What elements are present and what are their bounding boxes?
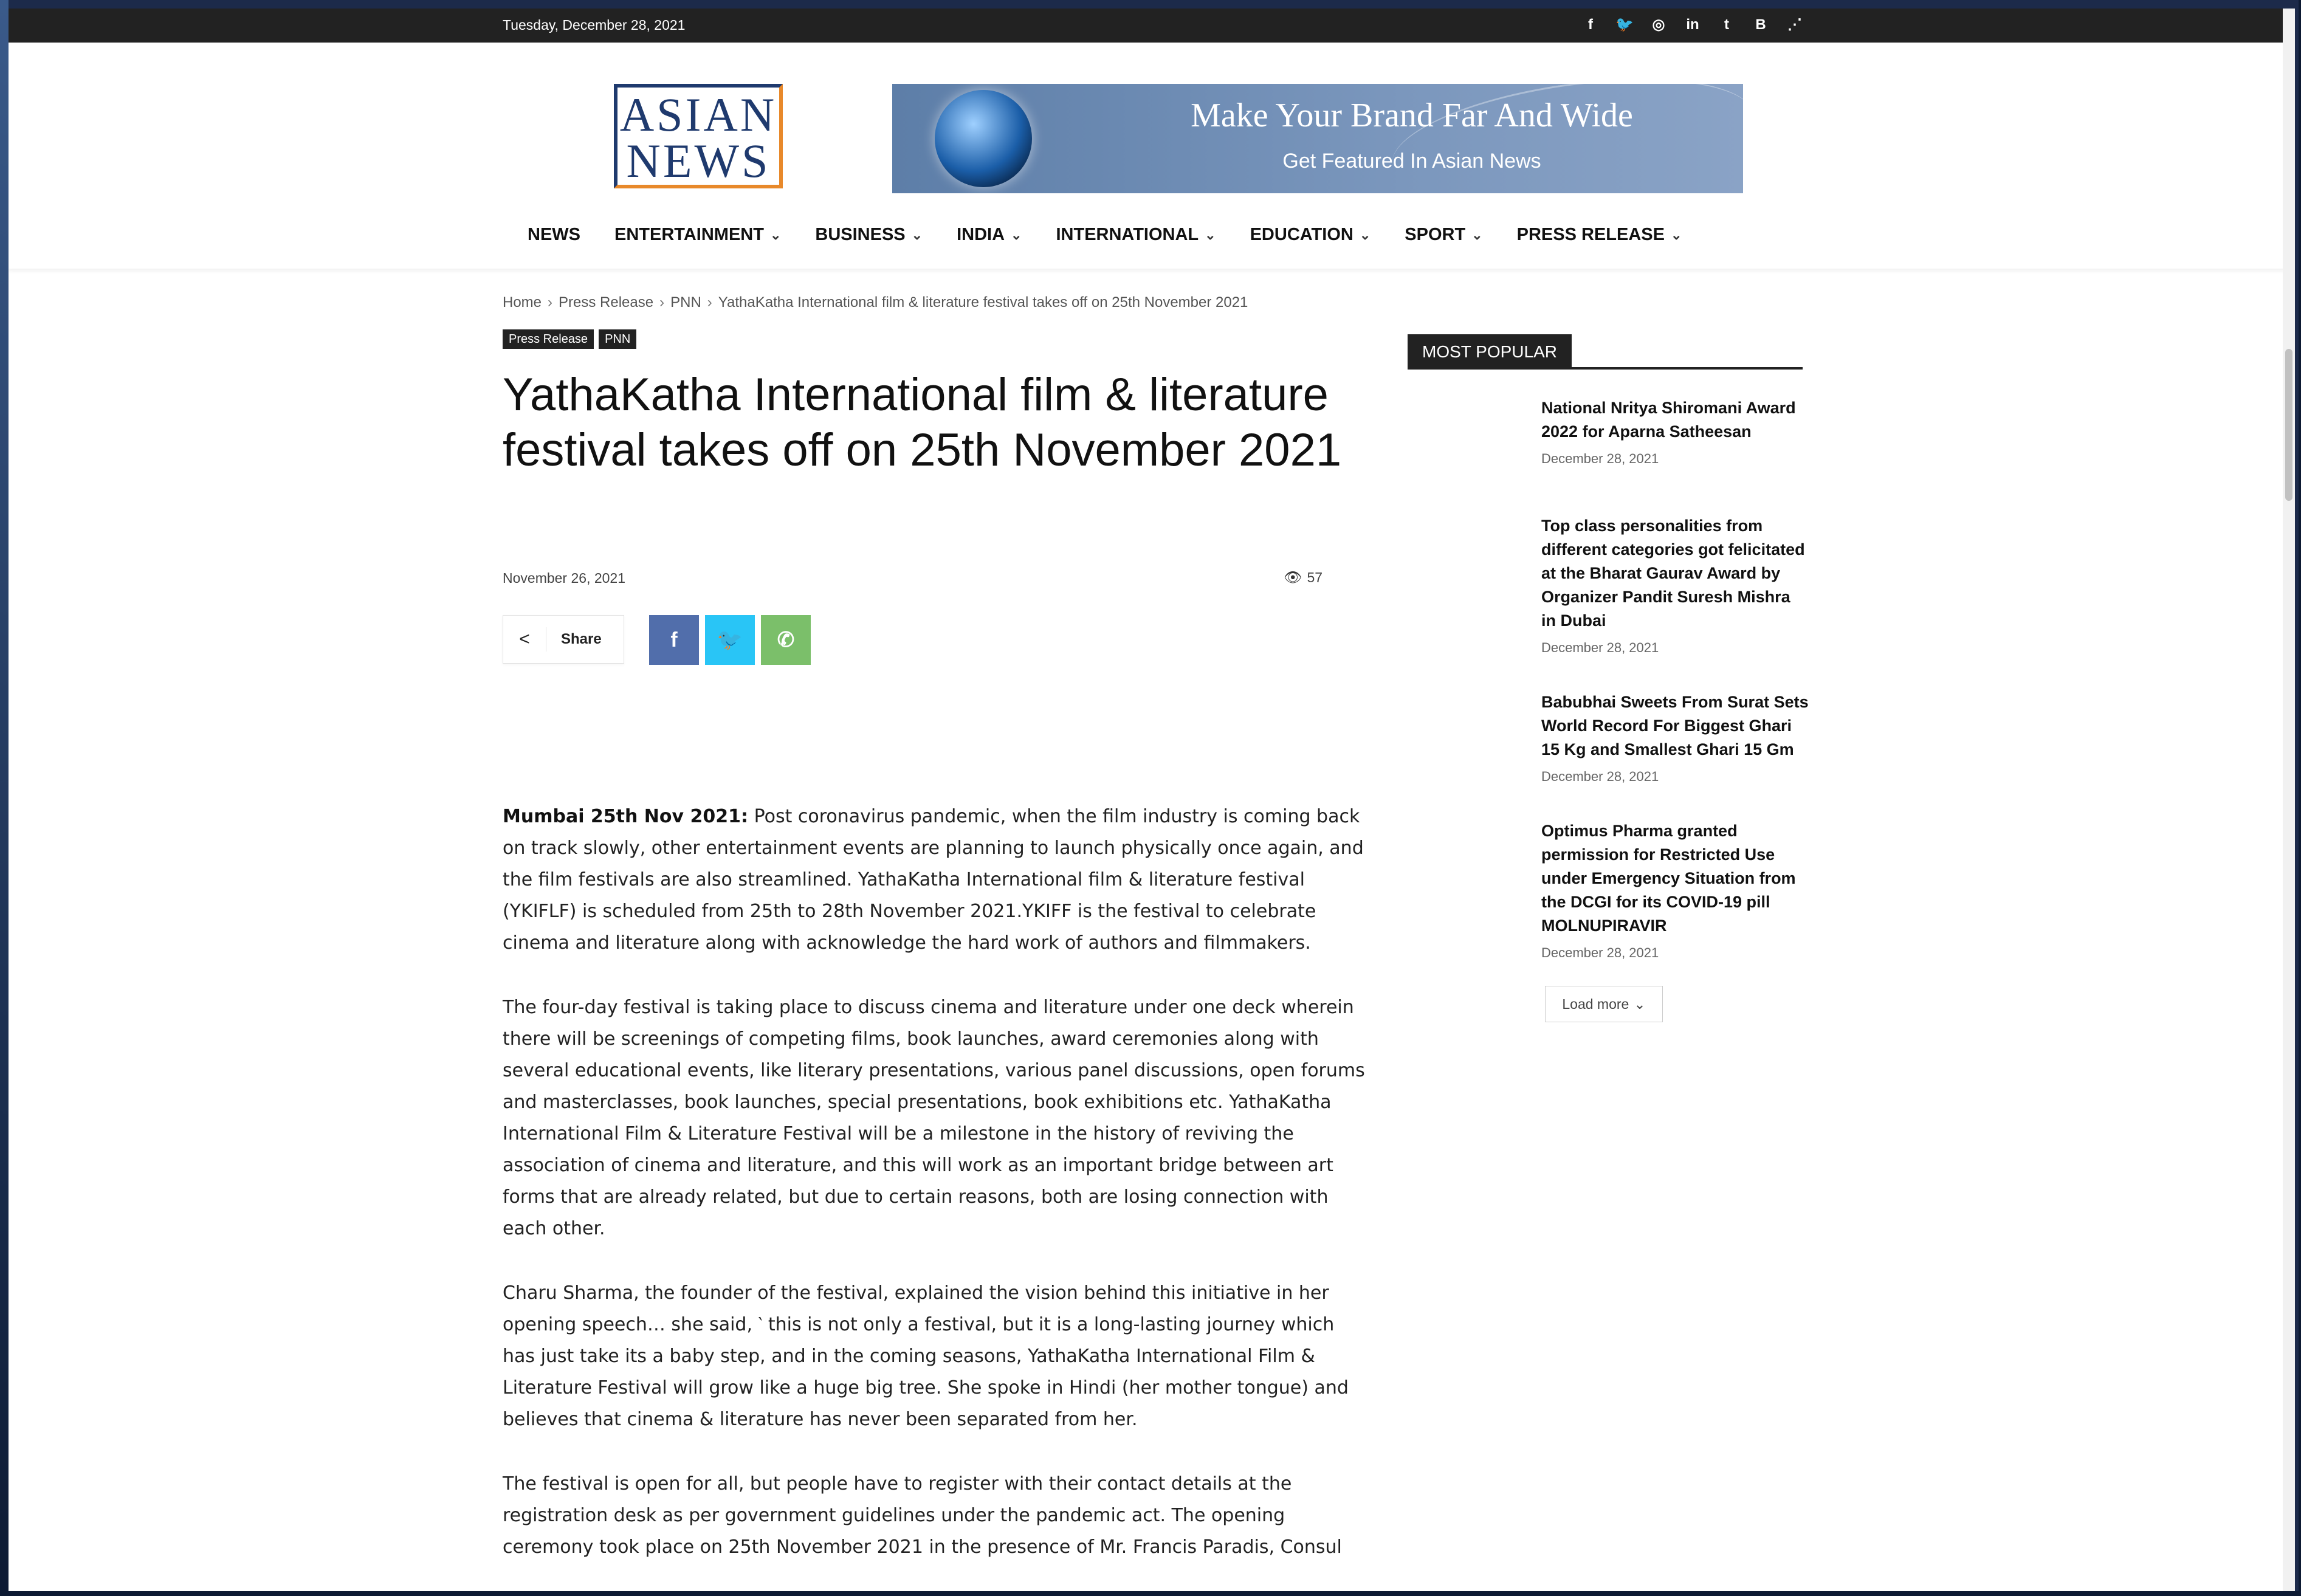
nav-item-sport[interactable] bbox=[1388, 225, 1499, 245]
breadcrumb-separator: › bbox=[707, 294, 712, 311]
breadcrumb-separator: › bbox=[548, 294, 553, 311]
nav-item-label: ENTERTAINMENT bbox=[614, 225, 764, 244]
breadcrumb-pnn[interactable]: PNN bbox=[670, 294, 701, 311]
load-more-button[interactable] bbox=[1545, 986, 1663, 1022]
popular-item-date: December 28, 2021 bbox=[1541, 640, 1659, 655]
logo-line-2: NEWS bbox=[626, 134, 771, 187]
chevron-down-icon: ⌄ bbox=[1634, 996, 1646, 1012]
article-paragraph: Charu Sharma, the founder of the festival, explained the vision behind this initiative in her opening speech… she said, ‵ this is not only a festival, but it is a long-lasting journey which has just take its a baby step, and in the coming seasons, YathaKatha International Film & Literature Festival will grow like a huge big tree. She spoke in Hindi (her mother tongue) and believes that cinema & literature has never been separated from her. bbox=[503, 1282, 1349, 1430]
nav-item-label: BUSINESS bbox=[815, 225, 906, 244]
twitter-icon[interactable]: 🐦 bbox=[1615, 16, 1634, 33]
view-count-value: 57 bbox=[1307, 569, 1323, 585]
nav-item-label: SPORT bbox=[1405, 225, 1466, 244]
chevron-down-icon: ⌄ bbox=[769, 227, 782, 242]
nav-item-news[interactable] bbox=[519, 225, 597, 245]
article-tags bbox=[503, 329, 636, 349]
site-logo[interactable] bbox=[614, 84, 783, 188]
chevron-down-icon: ⌄ bbox=[1359, 227, 1371, 242]
popular-item-title[interactable]: Babubhai Sweets From Surat Sets World Record For Biggest Ghari 15 Kg and Smallest Ghari 15 Gm bbox=[1541, 693, 1809, 758]
popular-item[interactable] bbox=[1541, 690, 1809, 785]
breadcrumb-separator: › bbox=[659, 294, 665, 311]
main-nav bbox=[519, 225, 1699, 245]
facebook-icon: f bbox=[670, 628, 678, 652]
view-count bbox=[1284, 569, 1322, 586]
share-whatsapp-button[interactable] bbox=[761, 615, 811, 665]
desktop-background-right bbox=[2299, 0, 2301, 1596]
nav-item-press-release[interactable] bbox=[1500, 225, 1699, 245]
twitter-icon: 🐦 bbox=[717, 628, 743, 652]
banner-subtitle: Get Featured In Asian News bbox=[1282, 150, 1541, 173]
article-paragraph: The festival is open for all, but people have to register with their contact details at the registration desk as per government guidelines under the pandemic act. The opening ceremony took place on 25th November 2021 in the presence of Mr. Francis Paradis, Consul bbox=[503, 1473, 1342, 1558]
breadcrumb bbox=[503, 294, 1248, 311]
top-bar bbox=[9, 9, 2295, 43]
nav-item-label: PRESS RELEASE bbox=[1516, 225, 1665, 244]
eye-icon: 👁 bbox=[1284, 569, 1302, 586]
popular-item-title[interactable]: National Nritya Shiromani Award 2022 for Aparna Satheesan bbox=[1541, 399, 1796, 441]
share-twitter-button[interactable] bbox=[705, 615, 755, 665]
nav-item-education[interactable] bbox=[1233, 225, 1388, 245]
whatsapp-icon: ✆ bbox=[777, 628, 795, 652]
article-date: November 26, 2021 bbox=[503, 570, 626, 586]
popular-item-date: December 28, 2021 bbox=[1541, 451, 1659, 466]
chevron-down-icon: ⌄ bbox=[1471, 227, 1483, 242]
share-icon: < bbox=[503, 627, 546, 652]
nav-item-label: INDIA bbox=[957, 225, 1005, 244]
popular-item[interactable] bbox=[1541, 396, 1809, 467]
nav-item-label: INTERNATIONAL bbox=[1056, 225, 1199, 244]
banner-title: Make Your Brand Far And Wide bbox=[1191, 97, 1633, 134]
nav-item-india[interactable] bbox=[940, 225, 1039, 245]
nav-item-international[interactable] bbox=[1039, 225, 1233, 245]
article-title: YathaKatha International film & literature festival takes off on 25th November 2021 bbox=[503, 369, 1342, 476]
popular-item-date: December 28, 2021 bbox=[1541, 945, 1659, 960]
chevron-down-icon: ⌄ bbox=[1670, 227, 1682, 242]
ad-banner[interactable] bbox=[892, 84, 1743, 193]
tag-press-release[interactable]: Press Release bbox=[503, 329, 594, 349]
chevron-down-icon: ⌄ bbox=[911, 227, 923, 242]
current-date: Tuesday, December 28, 2021 bbox=[503, 17, 686, 33]
breadcrumb-press-release[interactable]: Press Release bbox=[559, 294, 654, 311]
nav-item-label: NEWS bbox=[528, 225, 580, 244]
desktop-background-left bbox=[0, 0, 9, 1596]
most-popular-heading bbox=[1408, 334, 1803, 370]
nav-item-label: EDUCATION bbox=[1250, 225, 1353, 244]
article-lead-dateline: Mumbai 25th Nov 2021: bbox=[503, 806, 749, 827]
tag-pnn[interactable]: PNN bbox=[599, 329, 636, 349]
scrollbar-thumb[interactable] bbox=[2285, 349, 2292, 501]
article-paragraph: The four-day festival is taking place to discuss cinema and literature under one deck wherein there will be screenings of competing films, book launches, award ceremonies along with several educational events, like literary presentations, various panel discussions, open forums and masterclasses, book launches, special presentations, book exhibitions etc. YathaKatha International Film & Literature Festival will be a milestone in the history of reviving the association of cinema and literature, and this will work as an important bridge between art forms that are already related, but due to certain reasons, both are losing connection with each other. bbox=[503, 997, 1365, 1239]
browser-page bbox=[9, 9, 2295, 1591]
tumblr-icon[interactable]: t bbox=[1724, 16, 1729, 33]
chevron-down-icon: ⌄ bbox=[1205, 227, 1216, 242]
blogger-icon[interactable]: B bbox=[1755, 16, 1766, 33]
share-label: Share bbox=[561, 631, 602, 647]
social-links bbox=[1580, 15, 1805, 35]
most-popular-title: MOST POPULAR bbox=[1408, 334, 1572, 370]
rss-icon[interactable]: ⋰ bbox=[1787, 16, 1802, 33]
popular-item[interactable] bbox=[1541, 514, 1809, 656]
load-more-label: Load more bbox=[1562, 996, 1629, 1012]
linkedin-icon[interactable]: in bbox=[1686, 16, 1699, 33]
nav-item-entertainment[interactable] bbox=[597, 225, 798, 245]
facebook-icon[interactable]: f bbox=[1588, 16, 1593, 33]
instagram-icon[interactable]: ◎ bbox=[1652, 16, 1665, 33]
chevron-down-icon: ⌄ bbox=[1011, 227, 1022, 242]
globe-icon bbox=[935, 90, 1032, 187]
share-button[interactable] bbox=[503, 615, 624, 664]
popular-item-title[interactable]: Top class personalities from different categories got felicitated at the Bharat Gaurav Award by Organizer Pandit Suresh Mishra in Dubai bbox=[1541, 517, 1805, 630]
popular-item-title[interactable]: Optimus Pharma granted permission for Restricted Use under Emergency Situation from the DCGI for its COVID-19 pill MOLNUPIRAVIR bbox=[1541, 822, 1796, 935]
article-paragraph bbox=[503, 801, 1366, 959]
article-lead-text: Post coronavirus pandemic, when the film industry is coming back on track slowly, other entertainment events are planning to launch physically once again, and the film festivals are also streamlined. YathaKatha International film & literature festival (YKIFLF) is scheduled from 25th to 28th November 2021.YKIFF is the festival to celebrate cinema and literature along with acknowledge the hard work of authors and filmmakers. bbox=[503, 806, 1364, 954]
breadcrumb-home[interactable]: Home bbox=[503, 294, 542, 311]
article-body bbox=[503, 801, 1366, 1591]
logo-line-1: ASIAN bbox=[619, 88, 777, 141]
share-facebook-button[interactable] bbox=[649, 615, 699, 665]
site-header bbox=[9, 43, 2295, 269]
popular-item-date: December 28, 2021 bbox=[1541, 769, 1659, 784]
popular-item[interactable] bbox=[1541, 819, 1809, 961]
page-scrollbar[interactable] bbox=[2283, 9, 2295, 1591]
breadcrumb-current: YathaKatha International film & literature festival takes off on 25th November 2021 bbox=[718, 294, 1248, 311]
desktop-background-bottom bbox=[0, 1591, 2301, 1596]
nav-item-business[interactable] bbox=[798, 225, 940, 245]
